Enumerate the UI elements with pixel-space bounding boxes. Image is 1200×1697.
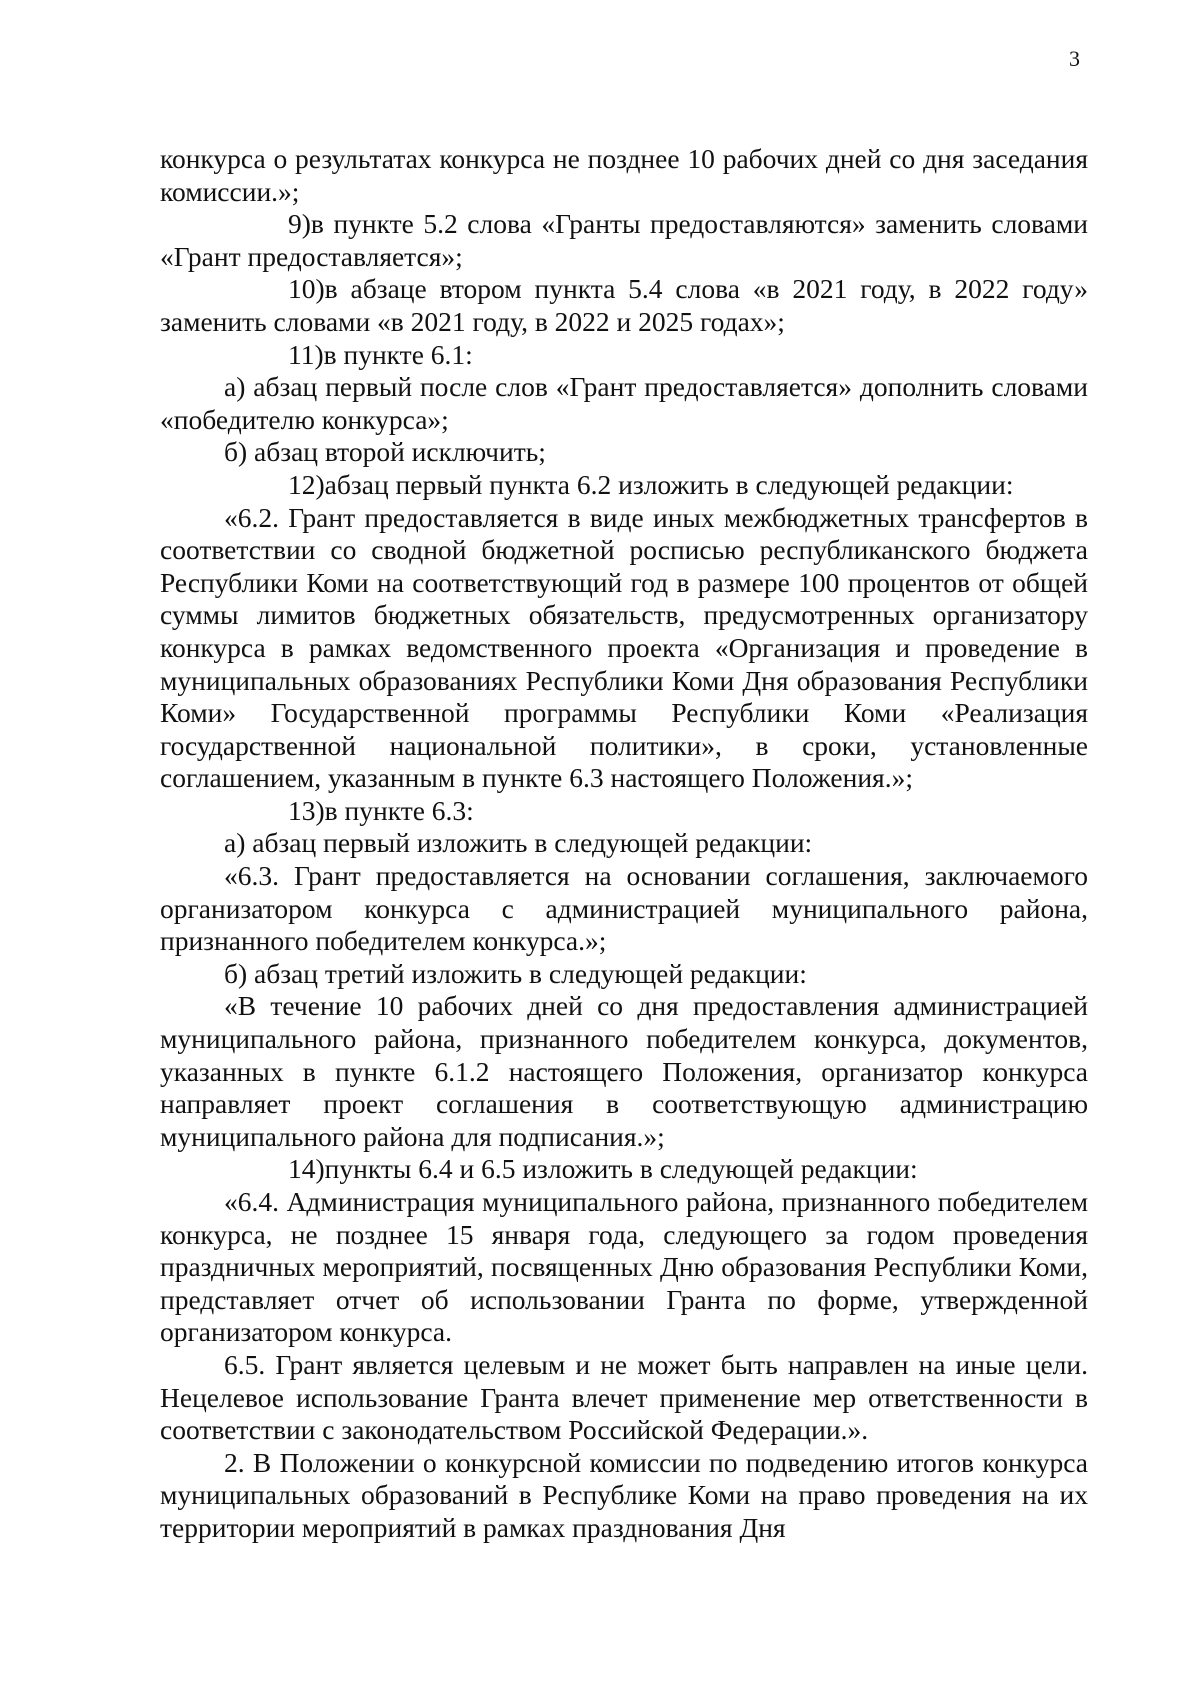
- list-item-number: 12): [288, 468, 325, 500]
- list-item-number: 13): [288, 794, 325, 826]
- list-item-number: 10): [288, 273, 325, 305]
- paragraph-continuation: конкурса о результатах конкурса не позднее 10 рабочих дней со дня заседания комиссии.»;: [160, 143, 1088, 207]
- list-item-text: абзац первый пункта 6.2 изложить в следующей редакции:: [324, 468, 1014, 500]
- paragraph: «6.3. Грант предоставляется на основании соглашения, заключаемого организатором конкурса с администрацией муниципального района, признанного победителем конкурса.»;: [160, 860, 1088, 957]
- page-number: 3: [1069, 46, 1080, 71]
- paragraph: 6.5. Грант является целевым и не может быть направлен на иные цели. Нецелевое использование Гранта влечет применение мер ответственности в соответствии с законодательством Российской Федерации.».: [160, 1348, 1088, 1446]
- list-item-text: в пункте 5.2 слова «Гранты предоставляются» заменить словами «Грант предоставляется»;: [160, 208, 1088, 272]
- list-item: [160, 1153, 1088, 1186]
- list-item-text: в пункте 6.3:: [324, 794, 474, 826]
- paragraph: «6.2. Грант предоставляется в виде иных межбюджетных трансфертов в соответствии со сводной бюджетной росписью республиканского бюджета Республики Коми на соответствующий год в размере 100 процентов от общей суммы лимитов бюджетных обязательств, предусмотренных организатору конкурса в рамках ведомственного проекта «Организация и проведение в муниципальных образованиях Республики Коми Дня образования Республики Коми» Государственной программы Республики Коми «Реализация государственной национальной политики», в сроки, установленные соглашением, указанным в пункте 6.3 настоящего Положения.»;: [160, 501, 1088, 794]
- list-item-text: пункты 6.4 и 6.5 изложить в следующей редакции:: [324, 1153, 918, 1185]
- paragraph: «6.4. Администрация муниципального района, признанного победителем конкурса, не позднее 15 января года, следующего за годом проведения праздничных мероприятий, посвященных Дню образования Республики Коми, представляет отчет об использовании Гранта по форме, утвержденной организатором конкурса.: [160, 1186, 1088, 1348]
- list-item-text: в пункте 6.1:: [323, 338, 473, 370]
- list-item-text: в абзаце втором пункта 5.4 слова «в 2021 году, в 2022 году» заменить словами «в 2021 году, в 2022 и 2025 годах»;: [160, 273, 1088, 337]
- list-item-number: 11): [288, 338, 324, 370]
- paragraph: а) абзац первый после слов «Грант предоставляется» дополнить словами «победителю конкурса»;: [160, 371, 1088, 435]
- list-item-number: 14): [288, 1153, 325, 1185]
- list-item: [160, 273, 1088, 338]
- list-item: [160, 208, 1088, 273]
- paragraph: б) абзац второй исключить;: [224, 436, 546, 468]
- paragraph: б) абзац третий изложить в следующей редакции:: [224, 957, 807, 989]
- list-item: [160, 795, 1088, 828]
- list-item-number: 9): [288, 208, 311, 240]
- list-item: [160, 339, 1088, 372]
- paragraph: 2. В Положении о конкурсной комиссии по подведению итогов конкурса муниципальных образований в Республике Коми на право проведения на их территории мероприятий в рамках празднования Дня: [160, 1446, 1088, 1543]
- paragraph: а) абзац первый изложить в следующей редакции:: [224, 827, 813, 859]
- paragraph: «В течение 10 рабочих дней со дня предоставления администрацией муниципального района, признанного победителем конкурса, документов, указанных в пункте 6.1.2 настоящего Положения, организатор конкурса направляет проект соглашения в соответствующую администрацию муниципального района для подписания.»;: [160, 990, 1088, 1152]
- document-body: [160, 143, 1088, 1545]
- list-item: [160, 469, 1088, 502]
